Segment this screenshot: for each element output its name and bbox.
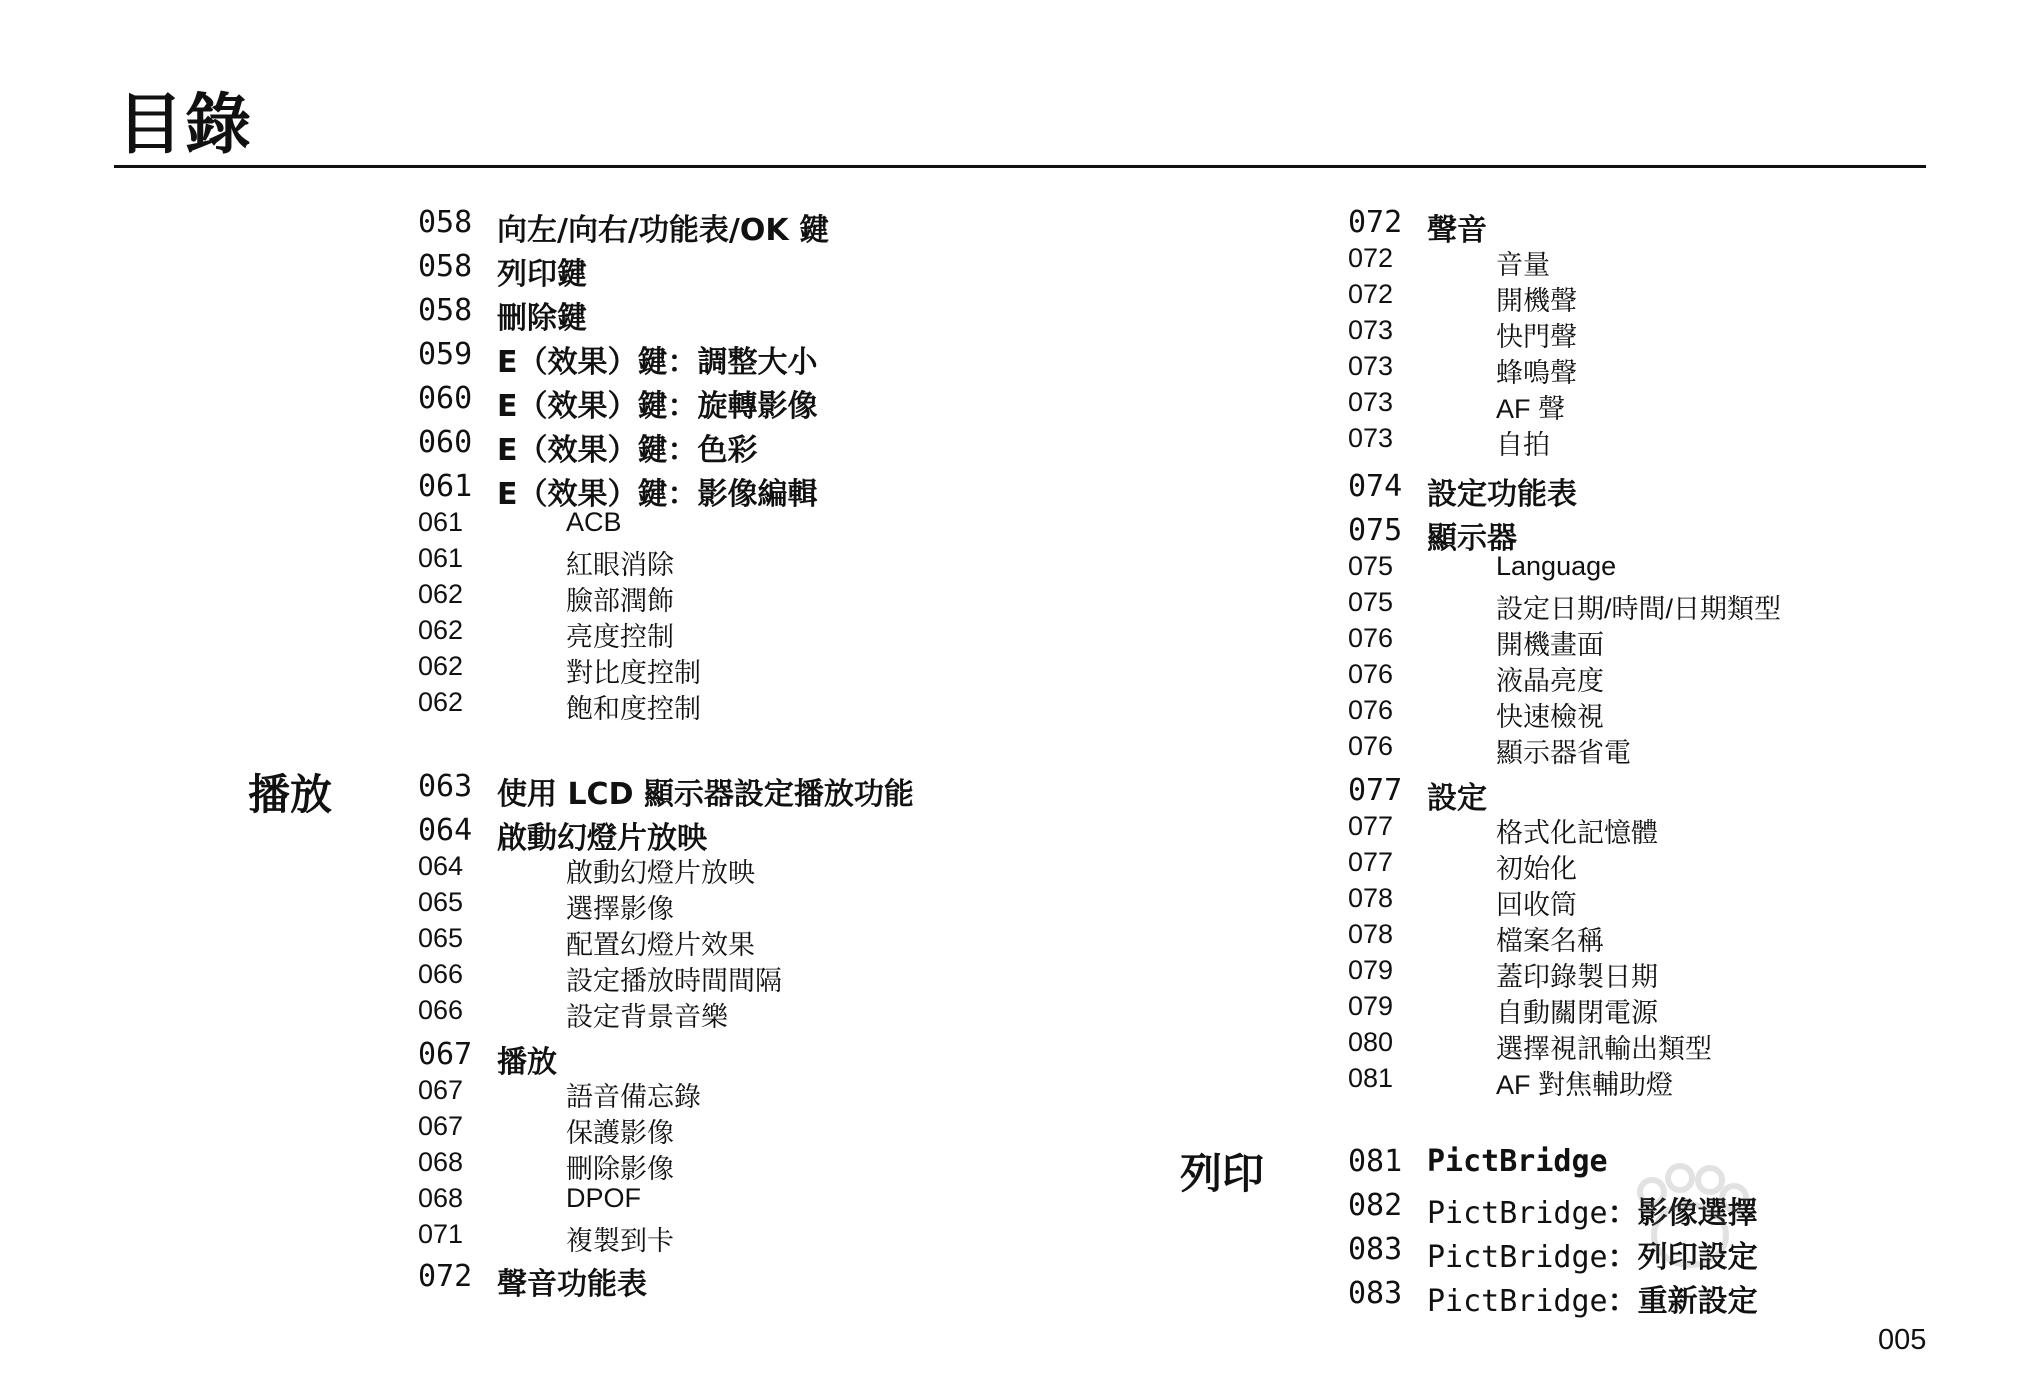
page-number: 005 bbox=[1878, 1324, 1927, 1356]
toc-page-number: 073 bbox=[1348, 423, 1394, 453]
toc-page-number: 068 bbox=[418, 1147, 464, 1177]
toc-page-number: 075 bbox=[1348, 513, 1403, 548]
toc-subentry-title: 語音備忘錄 bbox=[566, 1082, 701, 1112]
page-title: 目錄 bbox=[117, 86, 253, 163]
toc-page-number: 058 bbox=[418, 205, 473, 240]
toc-entry-prefix: PictBridge bbox=[1427, 1240, 1608, 1275]
toc-subentry-title: 蓋印錄製日期 bbox=[1496, 962, 1658, 992]
title-divider bbox=[114, 165, 1926, 168]
toc-page-number: 081 bbox=[1348, 1144, 1403, 1179]
toc-page-number: 075 bbox=[1348, 587, 1394, 617]
toc-subentry-title: 自拍 bbox=[1496, 430, 1550, 460]
toc-page-number: 067 bbox=[418, 1037, 473, 1072]
toc-page-number: 060 bbox=[418, 381, 473, 416]
toc-subentry-title: 對比度控制 bbox=[566, 658, 701, 688]
toc-subentry-title: 開機畫面 bbox=[1496, 630, 1604, 660]
toc-subentry-title: 蜂鳴聲 bbox=[1496, 358, 1577, 388]
toc-subentry-title: 回收筒 bbox=[1496, 890, 1577, 920]
toc-subentry-title: 設定背景音樂 bbox=[566, 1002, 728, 1032]
toc-subentry-title: 選擇視訊輸出類型 bbox=[1496, 1034, 1712, 1064]
toc-page-number: 072 bbox=[418, 1259, 473, 1294]
toc-entry-separator: ： bbox=[1607, 1240, 1638, 1275]
toc-entry-title: E（效果）鍵：旋轉影像 bbox=[497, 389, 818, 424]
toc-page-number: 058 bbox=[418, 249, 473, 284]
toc-page-number: 073 bbox=[1348, 387, 1394, 417]
toc-entry-title: 啟動幻燈片放映 bbox=[497, 821, 707, 856]
toc-page-number: 058 bbox=[418, 293, 473, 328]
toc-page-number: 062 bbox=[418, 579, 464, 609]
toc-entry-title: 設定功能表 bbox=[1427, 477, 1577, 512]
toc-subentry-title: DPOF bbox=[566, 1183, 642, 1213]
toc-subentry-title: 設定日期/時間/日期類型 bbox=[1496, 594, 1782, 624]
toc-subentry-title: 自動關閉電源 bbox=[1496, 998, 1658, 1028]
toc-subentry-title: ACB bbox=[566, 507, 622, 537]
toc-entry-title: 播放 bbox=[497, 1045, 557, 1080]
toc-entry-prefix: PictBridge bbox=[1427, 1284, 1608, 1319]
toc-subentry-title: 檔案名稱 bbox=[1496, 926, 1604, 956]
toc-page-number: 077 bbox=[1348, 847, 1394, 877]
toc-page-number: 067 bbox=[418, 1075, 464, 1105]
toc-subentry-title: AF 對焦輔助燈 bbox=[1496, 1070, 1674, 1100]
toc-subentry-title: AF 聲 bbox=[1496, 394, 1566, 424]
toc-entry-title: 設定 bbox=[1427, 781, 1487, 816]
toc-page-number: 064 bbox=[418, 851, 464, 881]
toc-entry-title: 列印鍵 bbox=[497, 257, 587, 292]
toc-page-number: 072 bbox=[1348, 205, 1403, 240]
toc-page-number: 061 bbox=[418, 507, 464, 537]
toc-entry-title: E（效果）鍵：色彩 bbox=[497, 433, 758, 468]
section-playback: 播放 bbox=[248, 770, 333, 819]
toc-entry-title: 使用 LCD 顯示器設定播放功能 bbox=[497, 777, 914, 812]
toc-subentry-title: 配置幻燈片效果 bbox=[566, 930, 755, 960]
toc-subentry-title: 刪除影像 bbox=[566, 1154, 674, 1184]
toc-entry-title: E（效果）鍵：調整大小 bbox=[497, 345, 818, 380]
toc-subentry-title: 設定播放時間間隔 bbox=[566, 966, 782, 996]
toc-page-number: 071 bbox=[418, 1219, 464, 1249]
toc-entry-title: 影像選擇 bbox=[1637, 1196, 1758, 1231]
toc-page-number: 062 bbox=[418, 615, 464, 645]
toc-subentry-title: 初始化 bbox=[1496, 854, 1577, 884]
toc-page-number: 074 bbox=[1348, 469, 1403, 504]
toc-subentry-title: 複製到卡 bbox=[566, 1226, 674, 1256]
toc-subentry-title: 保護影像 bbox=[566, 1118, 674, 1148]
toc-subentry-title: 飽和度控制 bbox=[566, 694, 701, 724]
toc-entry-title: PictBridge bbox=[1427, 1144, 1608, 1179]
toc-entry-title: 重新設定 bbox=[1637, 1284, 1758, 1319]
toc-page-number: 080 bbox=[1348, 1027, 1394, 1057]
toc-page-number: 073 bbox=[1348, 351, 1394, 381]
toc-subentry-title: 格式化記憶體 bbox=[1496, 818, 1658, 848]
toc-entry-title: 顯示器 bbox=[1427, 521, 1517, 556]
toc-page-number: 075 bbox=[1348, 551, 1394, 581]
toc-page-number: 083 bbox=[1348, 1232, 1403, 1267]
toc-page-number: 072 bbox=[1348, 279, 1394, 309]
toc-page-number: 072 bbox=[1348, 243, 1394, 273]
toc-subentry-title: 快門聲 bbox=[1496, 322, 1577, 352]
toc-entry-title: 列印設定 bbox=[1637, 1240, 1758, 1275]
toc-subentry-title: 音量 bbox=[1496, 250, 1550, 280]
toc-page-number: 083 bbox=[1348, 1276, 1403, 1311]
toc-page-number: 078 bbox=[1348, 883, 1394, 913]
toc-entry-title: 刪除鍵 bbox=[497, 301, 587, 336]
toc-page-number: 077 bbox=[1348, 773, 1403, 808]
toc-entry-prefix: PictBridge bbox=[1427, 1196, 1608, 1231]
toc-left-column bbox=[418, 0, 914, 1302]
toc-page-number: 082 bbox=[1348, 1188, 1403, 1223]
toc-page-number: 060 bbox=[418, 425, 473, 460]
toc-subentry-title: 開機聲 bbox=[1496, 286, 1577, 316]
toc-subentry-title: 啟動幻燈片放映 bbox=[566, 858, 755, 888]
toc-page-number: 066 bbox=[418, 995, 464, 1025]
toc-page-number: 062 bbox=[418, 651, 464, 681]
toc-page-number: 065 bbox=[418, 923, 464, 953]
toc-page-number: 078 bbox=[1348, 919, 1394, 949]
toc-page-number: 076 bbox=[1348, 623, 1394, 653]
toc-page-number: 059 bbox=[418, 337, 473, 372]
toc-entry-title: 聲音功能表 bbox=[497, 1267, 647, 1302]
toc-subentry-title: Language bbox=[1496, 551, 1617, 581]
toc-entry-separator: ： bbox=[1607, 1284, 1638, 1319]
toc-entry-title: 聲音 bbox=[1427, 213, 1487, 248]
toc-page-number: 076 bbox=[1348, 731, 1394, 761]
toc-page-number: 064 bbox=[418, 813, 473, 848]
toc-page-number: 061 bbox=[418, 469, 473, 504]
toc-page-number: 068 bbox=[418, 1183, 464, 1213]
toc-entry-title: 向左/向右/功能表/OK 鍵 bbox=[497, 213, 830, 248]
toc-page-number: 065 bbox=[418, 887, 464, 917]
toc-page-number: 079 bbox=[1348, 955, 1394, 985]
toc-entry-separator: ： bbox=[1607, 1196, 1638, 1231]
toc-page-number: 076 bbox=[1348, 695, 1394, 725]
toc-entry-title: E（效果）鍵：影像編輯 bbox=[497, 477, 818, 512]
toc-page-number: 066 bbox=[418, 959, 464, 989]
toc-page-number: 063 bbox=[418, 769, 473, 804]
toc-subentry-title: 快速檢視 bbox=[1496, 702, 1604, 732]
toc-right-column bbox=[1348, 0, 1782, 1319]
toc-subentry-title: 臉部潤飾 bbox=[566, 586, 674, 616]
toc-page-number: 079 bbox=[1348, 991, 1394, 1021]
toc-page-number: 076 bbox=[1348, 659, 1394, 689]
toc-page-number: 067 bbox=[418, 1111, 464, 1141]
toc-subentry-title: 紅眼消除 bbox=[566, 550, 674, 580]
toc-subentry-title: 選擇影像 bbox=[566, 894, 674, 924]
toc-subentry-title: 亮度控制 bbox=[566, 622, 674, 652]
toc-subentry-title: 液晶亮度 bbox=[1496, 666, 1604, 696]
toc-page-number: 081 bbox=[1348, 1063, 1394, 1093]
section-print: 列印 bbox=[1180, 1149, 1265, 1198]
toc-page-number: 073 bbox=[1348, 315, 1394, 345]
toc-page-number: 061 bbox=[418, 543, 464, 573]
toc-page-number: 077 bbox=[1348, 811, 1394, 841]
toc-subentry-title: 顯示器省電 bbox=[1496, 738, 1631, 768]
toc-page-number: 062 bbox=[418, 687, 464, 717]
